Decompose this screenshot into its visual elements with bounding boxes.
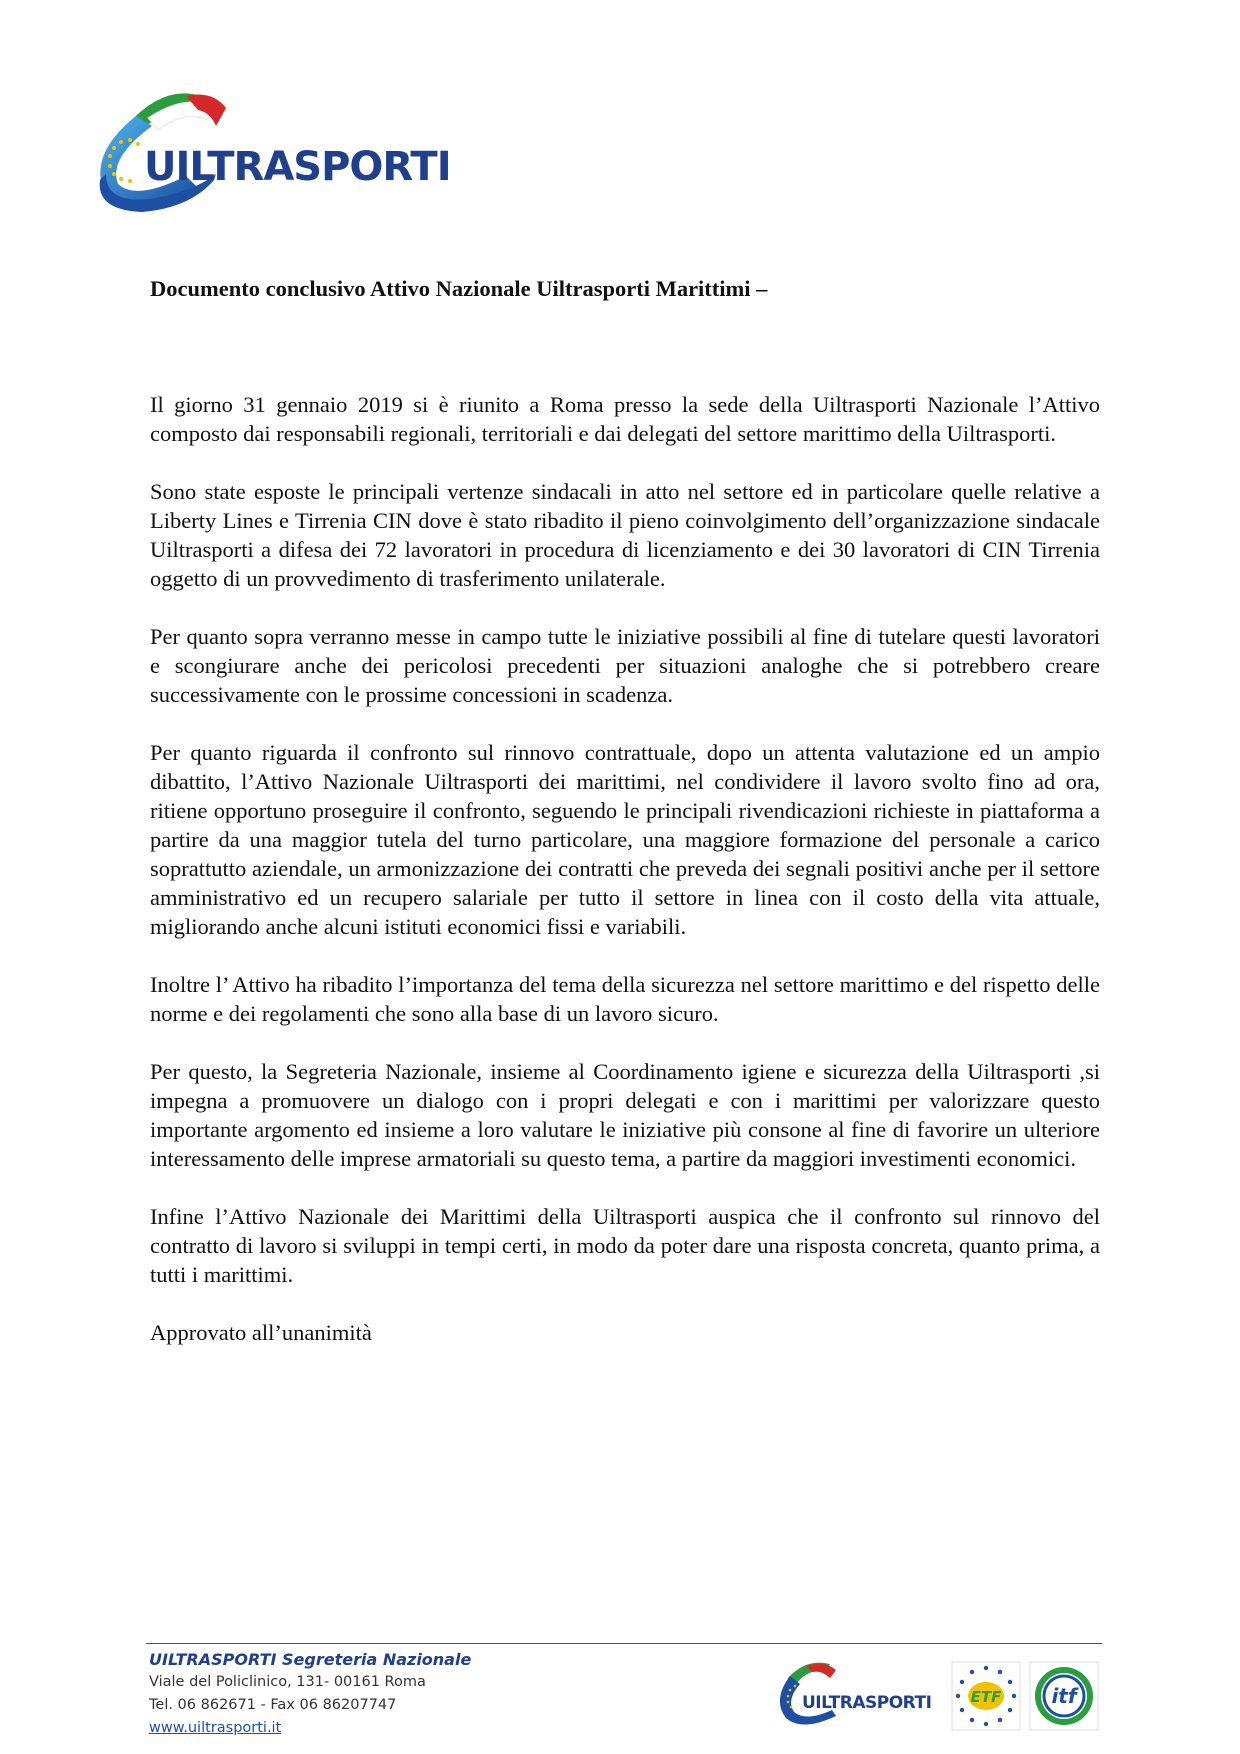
footer-phone: Tel. 06 862671 - Fax 06 86207747 (149, 1697, 397, 1713)
footer-website-link[interactable]: www.uiltrasporti.it (149, 1720, 282, 1736)
paragraph: Per quanto sopra verranno messe in campo tutte le iniziative possibili al fine di tutelare questi lavoratori e scongiurare anche dei pericolosi precedenti per situazioni analoghe che si potrebbero creare successivamente con le prossime concessioni in scadenza. (150, 624, 1100, 707)
paragraph: Il giorno 31 gennaio 2019 si è riunito a Roma presso la sede della Uiltrasporti Nazionale l’Attivo composto dai responsabili regionali, territoriali e dai delegati del settore marittimo della Uiltrasporti. (150, 392, 1100, 446)
footer-logo-text: UILTRASPORTI (802, 1693, 932, 1713)
document-title: Documento conclusivo Attivo Nazionale Uiltrasporti Marittimi – (150, 276, 768, 301)
footer-logos (776, 1656, 1116, 1736)
footer-uiltrasporti-logo (780, 1663, 932, 1725)
document-body (150, 390, 1100, 1376)
uiltrasporti-logo (86, 86, 466, 216)
etf-logo-text: ETF (970, 1688, 1002, 1706)
paragraph: Infine l’Attivo Nazionale dei Marittimi della Uiltrasporti auspica che il confronto sul rinnovo del contratto di lavoro si sviluppi in tempi certi, in modo da poter dare una risposta concreta, quanto prima, a tutti i marittimi. (150, 1204, 1100, 1287)
uiltrasporti-logo-text: UILTRASPORTI (144, 144, 451, 190)
paragraph: Per quanto riguarda il confronto sul rinnovo contrattuale, dopo un attenta valutazione ed un ampio dibattito, l’Attivo Nazionale Uiltrasporti dei marittimi, nel condividere il lavoro svolto fino ad ora, ritiene opportuno proseguire il confronto, seguendo le principali rivendicazioni richieste in piattaforma a partire da una maggior tutela del turno particolare, una maggiore formazione del personale a carico soprattutto aziendale, un armonizzazione dei contratti che preveda dei segnali positivi anche per il settore amministrativo ed un recupero salariale per tutto il settore in linea con il costo della vita attuale, migliorando anche alcuni istituti economici fissi e variabili. (150, 740, 1100, 939)
paragraph: Sono state esposte le principali vertenze sindacali in atto nel settore ed in particolare quelle relative a Liberty Lines e Tirrenia CIN dove è stato ribadito il pieno coinvolgimento dell’organizzazione sindacale Uiltrasporti a difesa dei 72 lavoratori in procedura di licenziamento e dei 30 lavoratori di CIN Tirrenia oggetto di un provvedimento di trasferimento unilaterale. (150, 479, 1100, 591)
paragraph: Inoltre l’ Attivo ha ribadito l’importanza del tema della sicurezza nel settore marittimo e del rispetto delle norme e dei regolamenti che sono alla base di un lavoro sicuro. (150, 972, 1100, 1026)
paragraph: Per questo, la Segreteria Nazionale, insieme al Coordinamento igiene e sicurezza della Uiltrasporti ,si impegna a promuovere un dialogo con i propri delegati e con i marittimi per valorizzare questo importante argomento ed insieme a loro valutare le iniziative più consone al fine di favorire un ulteriore interessamento delle imprese armatoriali su questo tema, a partire da maggiori investimenti economici. (150, 1059, 1100, 1171)
etf-logo (952, 1662, 1020, 1730)
footer-org: UILTRASPORTI Segreteria Nazionale (149, 1650, 472, 1669)
itf-logo-text: itf (1051, 1684, 1077, 1708)
approval-note: Approvato all’unanimità (150, 1320, 372, 1345)
footer-address: Viale del Policlinico, 131- 00161 Roma (149, 1674, 426, 1690)
footer-contact (149, 1648, 569, 1740)
itf-logo (1030, 1662, 1098, 1730)
footer-divider (146, 1643, 1102, 1644)
